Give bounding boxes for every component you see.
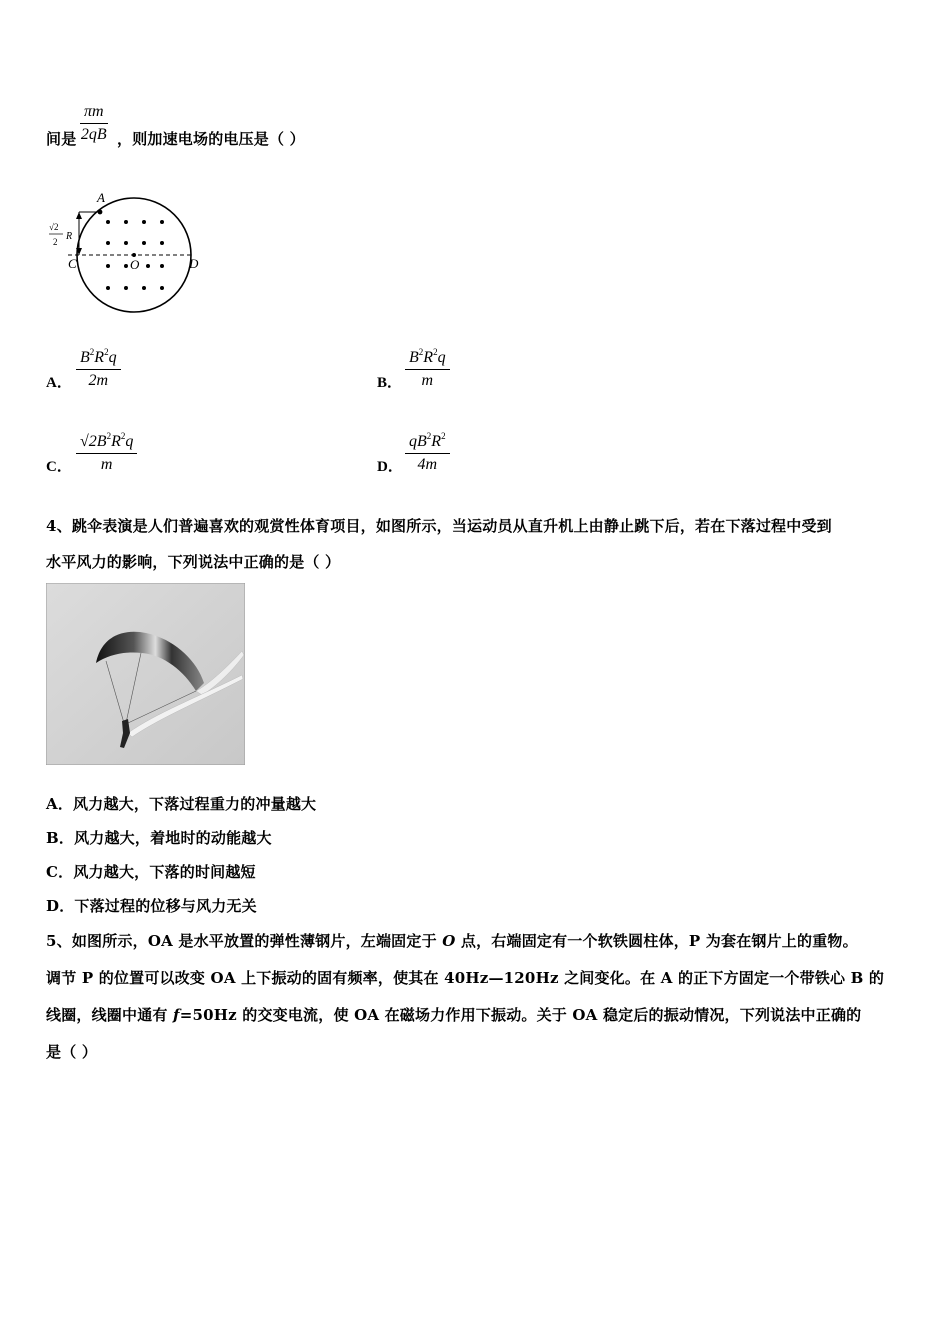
q3-option-d-fraction[interactable]	[405, 431, 450, 474]
q5-stem-line-2: 调节 P 的位置可以改变 OA 上下振动的固有频率，使其在 40Hz—120Hz 之间变化。在 A 的正下方固定一个带铁心 B 的	[46, 969, 885, 987]
label-o: O	[130, 257, 140, 272]
dim-arrow-up	[76, 212, 82, 219]
q4-option-a[interactable]: A．风力越大，下落过程重力的冲量越大	[46, 795, 317, 813]
q5-line1-part-b: 点，右端固定有一个软铁圆柱体，P 为套在钢片上的重物。	[455, 932, 858, 950]
q5-line3-f: f	[173, 1006, 180, 1024]
q4-option-d[interactable]: D．下落过程的位移与风力无关	[46, 897, 257, 915]
q3-prefix-text: 间是	[46, 130, 77, 148]
q3-option-b-numerator: $B^2R^2q$	[405, 347, 450, 370]
parachute-photo	[46, 583, 245, 765]
dim-denominator: 2	[53, 237, 58, 247]
q5-line3-part-a: 线圈，线圈中通有	[46, 1006, 174, 1024]
q3-option-c-numerator: $√2B^2R^2q$	[76, 431, 137, 454]
label-d: D	[189, 256, 199, 271]
q5-stem-line-4: 是（ ）	[46, 1043, 98, 1061]
q3-option-b-denominator: m	[421, 372, 434, 389]
magnetic-field-circle-figure	[46, 185, 216, 315]
time-fraction	[80, 103, 108, 144]
q5-line3-part-b: =50Hz 的交变电流，使 OA 在磁场力作用下振动。关于 OA 稳定后的振动情况，下列说法中正确的	[179, 1006, 862, 1024]
q4-stem-line-1: 4、跳伞表演是人们普遍喜欢的观赏性体育项目，如图所示，当运动员从直升机上由静止跳下后，若在下落过程中受到	[46, 517, 832, 535]
q4-option-c[interactable]: C．风力越大，下落的时间越短	[46, 863, 256, 881]
q4-stem-line-2: 水平风力的影响，下列说法中正确的是（ ）	[46, 553, 341, 571]
label-a: A	[97, 190, 105, 205]
q5-stem-line-3	[46, 1004, 861, 1025]
label-c: C	[68, 256, 77, 271]
q3-option-d-numerator: $qB^2R^2$	[405, 431, 450, 454]
q5-line1-part-a: 5、如图所示，OA 是水平放置的弹性薄钢片，左端固定于	[46, 932, 443, 950]
q3-option-c-denominator: m	[100, 456, 113, 473]
q3-option-d-letter[interactable]: D．	[377, 459, 403, 475]
q5-line1-o: O	[442, 932, 456, 950]
q3-suffix-text: ，则加速电场的电压是（ ）	[117, 130, 305, 148]
q3-option-b-fraction[interactable]	[405, 347, 450, 390]
q4-option-b[interactable]: B．风力越大，着地时的动能越大	[46, 829, 272, 847]
dim-numerator: √2	[49, 222, 59, 232]
time-fraction-numerator: πm	[80, 103, 108, 124]
q3-option-a-letter[interactable]: A．	[46, 375, 72, 391]
dim-r: R	[66, 231, 73, 242]
q3-option-d-denominator: 4m	[417, 456, 438, 473]
q3-option-c-fraction[interactable]	[76, 431, 137, 474]
point-a-dot	[98, 210, 103, 215]
q5-stem-line-1	[46, 930, 858, 951]
q3-option-b-letter[interactable]: B．	[377, 375, 403, 391]
time-fraction-denominator: 2qB	[80, 126, 107, 143]
q3-option-a-denominator: 2m	[88, 372, 109, 389]
q3-option-a-numerator: $B^2R^2q$	[76, 347, 121, 370]
q3-option-a-fraction[interactable]	[76, 347, 121, 390]
q3-option-c-letter[interactable]: C．	[46, 459, 72, 475]
